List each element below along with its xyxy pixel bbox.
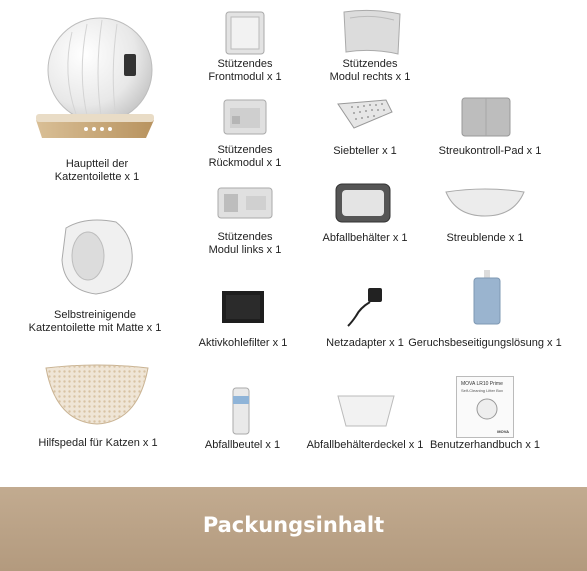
manual-title: MOVA LR10 Prime — [461, 381, 503, 387]
manual-label: Benutzerhandbuch x 1 — [429, 439, 541, 451]
litter-shield-label: Streublende x 1 — [446, 232, 524, 244]
right-module-label: Stützendes Modul rechts x 1 — [329, 58, 411, 83]
front-module-image — [222, 10, 268, 56]
step-pedal-label: Hilfspedal für Katzen x 1 — [38, 437, 158, 449]
waste-bin-image — [334, 182, 392, 224]
manual-image — [456, 376, 514, 438]
litter-pad-label: Streukontroll-Pad x 1 — [438, 145, 542, 157]
litter-shield-image — [444, 188, 526, 218]
footer-banner — [0, 487, 587, 571]
right-module-image — [340, 8, 404, 58]
odor-solution-label: Geruchsbeseitigungslösung x 1 — [408, 337, 562, 349]
waste-bags-label: Abfallbeutel x 1 — [204, 439, 281, 451]
bin-lid-label: Abfallbehälterdeckel x 1 — [306, 439, 424, 451]
footer-title: Packungsinhalt — [202, 513, 385, 537]
main-unit-label: Hauptteil der Katzentoilette x 1 — [54, 158, 140, 183]
self-cleaning-toilet-image — [56, 216, 136, 298]
power-adapter-label: Netzadapter x 1 — [326, 337, 404, 349]
sieve-plate-label: Siebteller x 1 — [333, 145, 397, 157]
odor-solution-image — [470, 268, 504, 326]
step-pedal-image — [42, 364, 152, 426]
manual-brand: MOVA — [497, 429, 509, 434]
self-cleaning-toilet-label: Selbstreinigende Katzentoilette mit Matte x 1 — [28, 309, 162, 334]
rear-module-image — [222, 96, 268, 138]
rear-module-label: Stützendes Rückmodul x 1 — [208, 144, 282, 169]
bin-lid-image — [336, 392, 396, 430]
litter-pad-image — [460, 96, 512, 138]
power-adapter-image — [340, 284, 386, 330]
waste-bin-label: Abfallbehälter x 1 — [322, 232, 408, 244]
carbon-filter-image — [220, 289, 266, 325]
manual-cover-sphere — [475, 397, 499, 421]
sieve-plate-image — [334, 98, 396, 132]
manual-subtitle: Self-Cleaning Litter Box — [461, 388, 504, 393]
main-unit-image — [32, 14, 162, 142]
waste-bags-image — [230, 386, 252, 436]
left-module-image — [216, 182, 274, 222]
carbon-filter-label: Aktivkohlefilter x 1 — [198, 337, 288, 349]
front-module-label: Stützendes Frontmodul x 1 — [208, 58, 282, 83]
left-module-label: Stützendes Modul links x 1 — [208, 231, 282, 256]
